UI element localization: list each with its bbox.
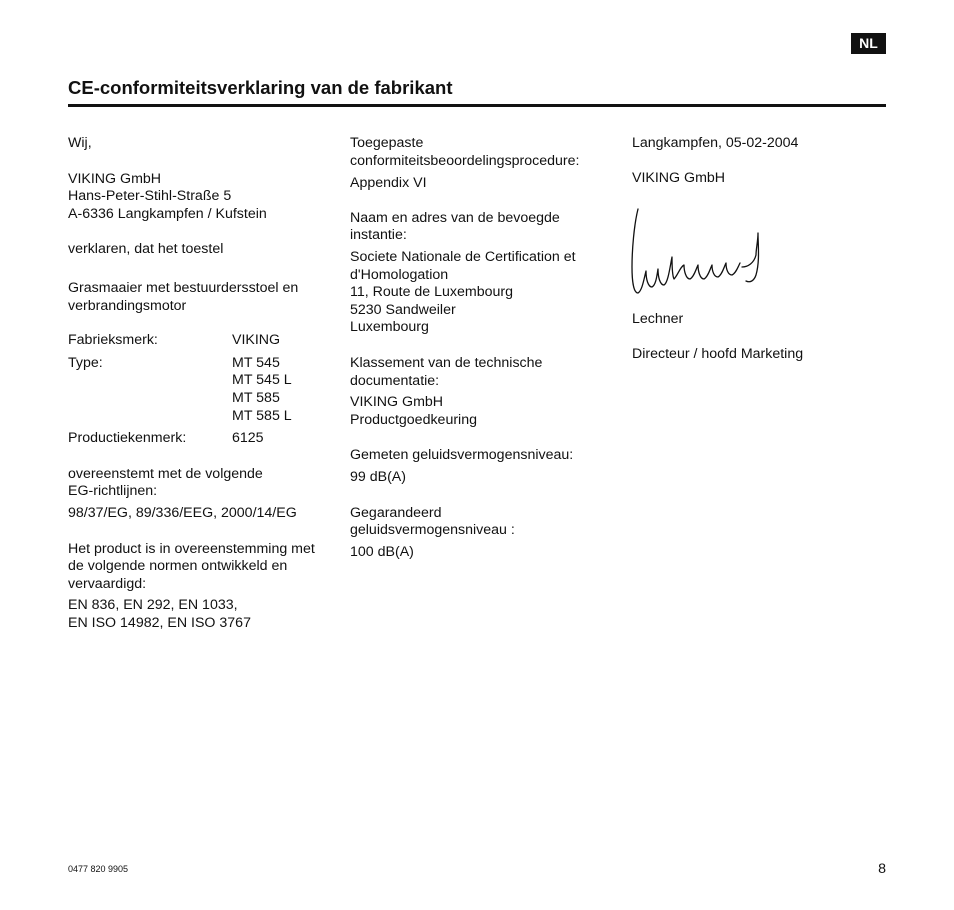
norms-intro-line: vervaardigd: (68, 575, 147, 592)
norms-list (68, 597, 330, 632)
guaranteed-noise-label-line: Gegarandeerd (350, 504, 442, 521)
directives-list: 98/37/EG, 89/336/EEG, 2000/14/EG (68, 504, 297, 521)
directives-intro-line: overeenstemt met de volgende (68, 465, 263, 482)
page-number: 8 (878, 861, 886, 877)
product-line: Grasmaaier met bestuurdersstoel en (68, 279, 299, 296)
company-name: VIKING GmbH (68, 170, 162, 187)
intro-text: Wij, (68, 135, 92, 151)
archive-value (350, 394, 612, 429)
archive-value-line: Productgoedkeuring (350, 411, 477, 428)
product-line: verbrandingsmotor (68, 297, 187, 314)
directives-intro (68, 466, 330, 501)
brand-row (68, 332, 330, 350)
type-values (232, 355, 330, 425)
norms-intro-line: Het product is in overeenstemming met (68, 540, 315, 557)
archive-value-line: VIKING GmbH (350, 394, 444, 411)
company-address (68, 171, 330, 224)
place-date: Langkampfen, 05-02-2004 (632, 135, 799, 151)
guaranteed-noise-value: 100 dB(A) (350, 543, 414, 560)
norms-intro-line: de volgende normen ontwikkeld en (68, 558, 288, 575)
page-title: CE-conformiteitsverklaring van de fabrikant (68, 77, 453, 98)
procedure-label-line: conformiteitsbeoordelingsprocedure: (350, 152, 580, 169)
declaration-column-1 (68, 135, 330, 632)
language-badge: NL (851, 33, 886, 54)
signing-company: VIKING GmbH (632, 169, 726, 186)
type-value: MT 545 L (232, 372, 292, 389)
notified-body-line: d'Homologation (350, 266, 449, 283)
signatory-block (632, 311, 886, 363)
procedure-label-line: Toegepaste (350, 135, 424, 151)
company-street: Hans-Peter-Stihl-Straße 5 (68, 188, 232, 205)
notified-body-line: 5230 Sandweiler (350, 301, 456, 318)
notified-body-label-line: Naam en adres van de bevoegde (350, 209, 560, 226)
measured-noise-label: Gemeten geluidsvermogensniveau: (350, 447, 574, 464)
procedure-value: Appendix VI (350, 175, 427, 192)
notified-body-line: Societe Nationale de Certification et (350, 248, 576, 265)
procedure-label (350, 135, 612, 170)
directives-intro-line: EG-richtlijnen: (68, 483, 158, 500)
declare-text: verklaren, dat het toestel (68, 241, 224, 258)
measured-noise-value: 99 dB(A) (350, 468, 406, 485)
signatory-name: Lechner (632, 311, 684, 327)
brand-value: VIKING (232, 332, 281, 349)
declaration-column-3 (632, 135, 886, 187)
guaranteed-noise-label (350, 505, 612, 540)
guaranteed-noise-label-line: geluidsvermogensniveau : (350, 522, 515, 539)
notified-body-address (350, 249, 612, 337)
type-label: Type: (68, 354, 103, 371)
type-value: MT 585 (232, 389, 280, 406)
brand-label: Fabrieksmerk: (68, 332, 158, 349)
norms-line: EN ISO 14982, EN ISO 3767 (68, 614, 251, 631)
notified-body-line: Luxembourg (350, 319, 429, 336)
title-divider (68, 104, 886, 107)
notified-body-line: 11, Route de Luxembourg (350, 284, 514, 301)
archive-label-line: Klassement van de technische (350, 354, 543, 371)
archive-label (350, 355, 612, 390)
archive-label-line: documentatie: (350, 372, 440, 389)
product-description (68, 280, 330, 315)
notified-body-label (350, 210, 612, 245)
type-value: MT 545 (232, 354, 280, 371)
norms-intro (68, 541, 330, 594)
type-value: MT 585 L (232, 407, 292, 424)
document-number: 0477 820 9905 (68, 864, 129, 874)
declaration-column-2 (350, 135, 612, 561)
type-row (68, 355, 330, 425)
signature-image (624, 205, 774, 300)
norms-line: EN 836, EN 292, EN 1033, (68, 597, 238, 614)
product-mark-label: Productiekenmerk: (68, 430, 187, 447)
notified-body-label-line: instantie: (350, 227, 407, 244)
product-mark-value: 6125 (232, 430, 264, 447)
product-mark-row (68, 430, 330, 448)
signatory-title: Directeur / hoofd Marketing (632, 345, 804, 362)
company-city: A-6336 Langkampfen / Kufstein (68, 205, 267, 222)
